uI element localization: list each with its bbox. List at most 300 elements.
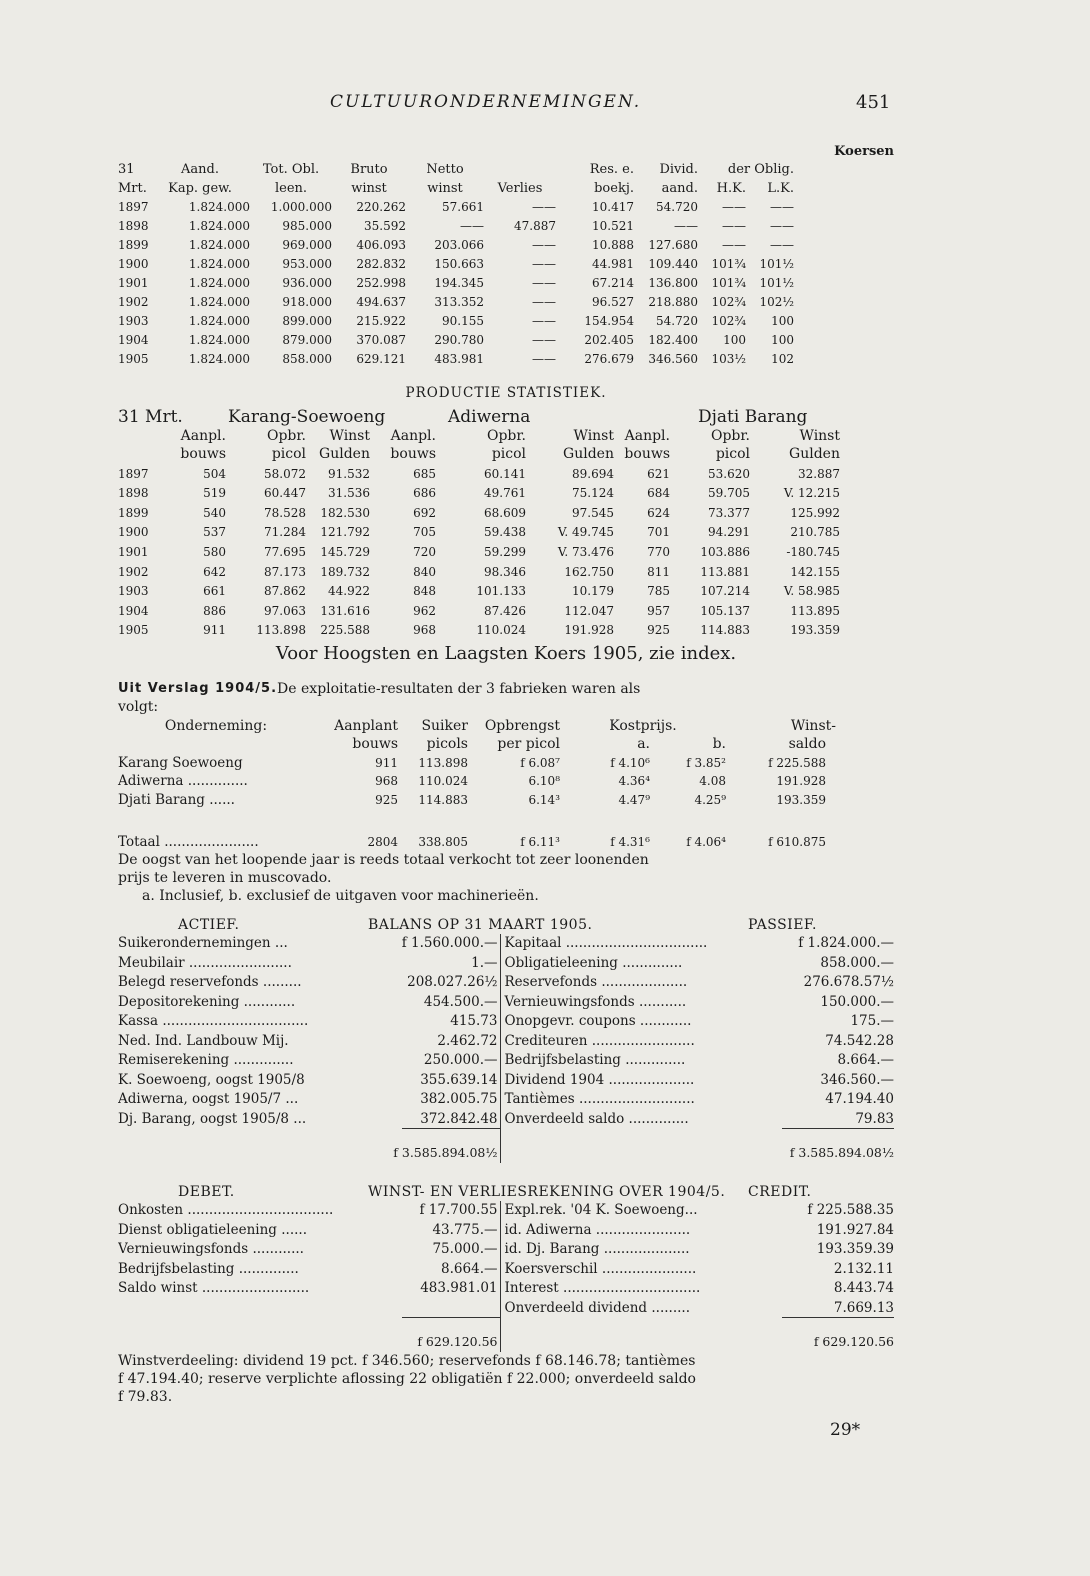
table-cell: 1903 [118, 584, 149, 599]
table-cell: 1902 [118, 564, 149, 579]
column-header: picol [271, 446, 306, 462]
table-cell: 102½ [759, 294, 794, 309]
ledger-label: id. Adiwerna ...................... [504, 1221, 691, 1238]
header-row-2 [118, 735, 894, 754]
table-cell: 1.824.000 [188, 219, 250, 234]
table-cell: V. 58.985 [783, 584, 840, 599]
table-row [118, 292, 894, 311]
column-header: b. [712, 736, 726, 752]
table-row [118, 790, 894, 809]
table-cell: 1904 [118, 332, 149, 347]
ledger-row [118, 1071, 894, 1091]
total-cell: Totaal ...................... [118, 834, 259, 850]
column-header: Mrt. [118, 180, 147, 196]
table-cell: 10.417 [592, 200, 634, 215]
column-header: 31 [118, 162, 135, 177]
ledger-left [118, 1260, 501, 1280]
table-cell: —— [770, 219, 794, 234]
column-header: Aand. [181, 162, 219, 177]
ledger-amount: f 1.824.000.— [798, 935, 894, 951]
column-header: Aanpl. [624, 427, 670, 444]
column-header: Tot. Obl. [262, 162, 320, 177]
ledger-label [501, 1332, 765, 1352]
ledger-amount: 193.359.39 [816, 1241, 894, 1257]
table-cell: 210.785 [790, 525, 840, 540]
table-cell: 220.262 [356, 200, 406, 215]
table-cell: 1.824.000 [188, 332, 250, 347]
table-cell: 661 [203, 584, 226, 599]
table-cell: 540 [203, 505, 226, 520]
table-cell: 94.291 [708, 525, 750, 540]
column-header: Netto [426, 162, 464, 177]
table-cell: 1898 [118, 486, 149, 501]
table-cell: f 225.588 [768, 755, 826, 770]
ledger-row [118, 1240, 894, 1260]
ledger-row [118, 993, 894, 1013]
ledger-right [501, 1129, 895, 1143]
table-cell: 968 [413, 623, 436, 638]
page-number: 451 [856, 92, 891, 113]
table-cell: 162.750 [564, 564, 614, 579]
ledger-left [118, 1201, 501, 1221]
table-cell: 100 [723, 332, 746, 347]
ledger-row [118, 1201, 894, 1221]
ledger-label [118, 1299, 402, 1319]
column-header: Kostprijs. [609, 717, 677, 734]
table-cell: 1900 [118, 525, 149, 540]
table-cell: 642 [203, 564, 226, 579]
column-header: 31 Mrt. [118, 407, 183, 427]
ledger-right [501, 1332, 895, 1352]
ledger-amount: f 225.588.35 [807, 1202, 894, 1218]
ledger-left [118, 993, 501, 1013]
column-header: H.K. [716, 180, 746, 196]
ledger-left [118, 1012, 501, 1032]
ledger-header-title: WINST- EN VERLIESREKENING OVER 1904/5. [368, 1184, 726, 1200]
table-cell: 953.000 [282, 257, 332, 272]
table-cell: 59.705 [708, 486, 750, 501]
table-cell: 969.000 [282, 238, 332, 253]
ledger-right [501, 1110, 895, 1130]
ledger-total-row [118, 1143, 894, 1163]
table-row [118, 502, 894, 522]
table-cell: 110.024 [418, 774, 468, 788]
ledger-right [501, 954, 895, 974]
table-cell: 87.862 [264, 584, 306, 599]
table-cell: 684 [647, 486, 670, 501]
table-cell: 194.345 [434, 275, 484, 290]
report-paragraph: De oogst van het loopende jaar is reeds totaal verkocht tot zeer loonenden [118, 852, 649, 868]
table-cell: 886 [203, 603, 226, 618]
ledger-row [118, 954, 894, 974]
table-row [118, 330, 894, 349]
table-cell: 32.887 [798, 466, 840, 481]
ledger-label: Belegd reservefonds ......... [118, 974, 302, 990]
table-cell: 58.072 [264, 466, 306, 481]
ledger-label: Reservefonds .................... [504, 974, 688, 990]
ledger-right [501, 1279, 895, 1299]
header-title: CULTUURONDERNEMINGEN. [330, 92, 642, 112]
table-cell: 131.616 [320, 603, 370, 618]
table-cell: Adiwerna .............. [118, 773, 248, 789]
balance-sheet [118, 914, 894, 1163]
table-cell: 313.352 [434, 294, 484, 309]
table-cell: 101.133 [476, 584, 526, 599]
table-cell: —— [532, 275, 556, 290]
table-cell: 60.141 [484, 466, 526, 481]
section-title: PRODUCTIE STATISTIEK. [405, 385, 607, 401]
table-cell: —— [770, 200, 794, 215]
signature-mark: 29* [830, 1420, 861, 1440]
ledger-left [118, 1221, 501, 1241]
table-cell: 150.663 [434, 257, 484, 272]
table-cell: 101½ [759, 257, 794, 272]
table-row [118, 235, 894, 254]
table-cell: 78.528 [264, 505, 306, 520]
table-cell: 346.560 [648, 351, 698, 366]
ledger-amount: 1.— [471, 954, 498, 971]
ledger-right [501, 1090, 895, 1110]
ledger-left [118, 1051, 501, 1071]
ledger-header-right: PASSIEF. [748, 917, 817, 933]
column-header: per picol [497, 736, 560, 752]
ledger-left [118, 1090, 501, 1110]
ledger-label: Obligatieleening .............. [504, 954, 683, 971]
table-cell: 91.532 [328, 466, 370, 481]
column-header: Opbrengst [484, 717, 560, 734]
table-cell: 53.620 [708, 466, 750, 481]
ledger-amount [402, 1299, 500, 1319]
table-cell: 911 [203, 623, 226, 638]
ledger-left [118, 1071, 501, 1091]
table-cell: 57.661 [442, 200, 484, 215]
financial-table [118, 142, 894, 368]
ledger-right [501, 1051, 895, 1071]
column-header: Aanpl. [180, 427, 226, 444]
ledger-label: Adiwerna, oogst 1905/7 ... [118, 1091, 299, 1107]
table-row [118, 772, 894, 791]
table-cell: 1.824.000 [188, 294, 250, 309]
ledger-right [501, 1032, 895, 1052]
ledger-right [501, 934, 895, 954]
column-header: picol [715, 446, 750, 462]
ledger-left [118, 973, 501, 993]
table-cell: f 6.08⁷ [520, 755, 560, 770]
report-lead [118, 680, 894, 698]
table-cell: 4.08 [699, 774, 726, 788]
ledger-label: Suikerondernemingen ... [118, 935, 288, 951]
table-cell: 125.992 [790, 505, 840, 520]
header-row-2 [118, 445, 894, 464]
table-row [118, 561, 894, 581]
column-header: Onderneming: [164, 717, 268, 734]
table-cell: 87.173 [264, 564, 306, 579]
ledger-right [501, 973, 895, 993]
ledger-amount: 7.669.13 [782, 1299, 894, 1319]
table-cell: 10.888 [592, 238, 634, 253]
table-cell: 911 [375, 755, 398, 770]
ledger-right [501, 1221, 895, 1241]
table-cell: 54.720 [656, 313, 698, 328]
table-cell: 840 [413, 564, 436, 579]
table-cell: 10.521 [592, 219, 634, 234]
table-cell: 189.732 [320, 564, 370, 579]
table-cell: —— [532, 257, 556, 272]
column-header: Gulden [789, 446, 840, 462]
table-cell: —— [722, 200, 746, 215]
table-cell: 191.928 [564, 623, 614, 638]
ledger-left [118, 1299, 501, 1319]
column-header: winst [427, 180, 463, 196]
column-header: Winst [329, 427, 370, 444]
table-cell: 193.359 [790, 623, 840, 638]
table-cell: 406.093 [356, 238, 406, 253]
table-cell: 60.447 [264, 486, 306, 501]
table-cell: 218.880 [648, 294, 698, 309]
table-cell: —— [532, 200, 556, 215]
table-cell: 102¾ [711, 313, 746, 328]
column-header: bouws [390, 446, 436, 462]
ledger-label: Onverdeeld dividend ......... [504, 1299, 690, 1316]
table-cell: f 3.85² [686, 755, 726, 770]
column-header: Gulden [563, 446, 614, 462]
table-cell: 182.400 [648, 332, 698, 347]
table-cell: 685 [413, 466, 436, 481]
table-cell: 44.981 [592, 257, 634, 272]
ledger-left [118, 1143, 501, 1163]
ledger-label: Expl.rek. '04 K. Soewoeng... [504, 1202, 698, 1218]
ledger-left [118, 1332, 501, 1352]
table-cell: 154.954 [584, 313, 634, 328]
table-cell: —— [460, 219, 484, 234]
total-cell: f 4.06⁴ [686, 835, 726, 849]
table-cell: 1904 [118, 603, 149, 618]
ledger-amount: 483.981.01 [420, 1280, 498, 1296]
table-row [118, 483, 894, 503]
table-cell: 59.438 [484, 525, 526, 540]
ledger-amount: 43.775.— [432, 1221, 498, 1238]
ledger-right [501, 1201, 895, 1221]
table-cell: 191.928 [776, 774, 826, 788]
table-cell: 215.922 [356, 313, 406, 328]
column-header: boekj. [594, 180, 634, 196]
column-header: a. [637, 736, 650, 752]
column-header: Winst [799, 427, 840, 444]
ledger-right [501, 1318, 895, 1332]
table-cell: 686 [413, 486, 436, 501]
koersen-heading [118, 142, 894, 161]
ledger-label: Ned. Ind. Landbouw Mij. [118, 1032, 289, 1049]
ledger-amount: 75.000.— [432, 1241, 498, 1257]
ledger-left [118, 1240, 501, 1260]
ledger-label: Dienst obligatieleening ...... [118, 1221, 307, 1238]
table-cell: 1901 [118, 544, 149, 559]
table-cell: 110.024 [476, 623, 526, 638]
table-cell: 580 [203, 544, 226, 559]
column-header: bouws [352, 736, 398, 752]
table-cell: 848 [413, 584, 436, 599]
ledger-label [118, 1143, 378, 1163]
table-cell: —— [770, 238, 794, 253]
ledger-left [118, 934, 501, 954]
table-cell: 71.284 [264, 525, 306, 540]
table-cell: 182.530 [320, 505, 370, 520]
column-header: Gulden [319, 446, 370, 462]
column-header: L.K. [767, 180, 794, 196]
table-cell: 1.824.000 [188, 200, 250, 215]
table-cell: V. 73.476 [557, 544, 614, 559]
ledger-right [501, 1240, 895, 1260]
ledger-label: Vernieuwingsfonds ........... [504, 993, 687, 1010]
table-cell: 494.637 [356, 294, 406, 309]
ledger-label: Tantièmes ........................... [504, 1091, 695, 1107]
table-cell: 121.792 [320, 525, 370, 540]
table-cell: 925 [647, 623, 670, 638]
table-cell: 90.155 [442, 313, 484, 328]
ledger-label: Meubilair ........................ [118, 954, 292, 971]
report-lead-cont: volgt: [118, 699, 159, 715]
column-header: saldo [788, 736, 826, 752]
table-cell: —— [532, 313, 556, 328]
table-cell: 89.694 [572, 466, 614, 481]
table-cell: 1.824.000 [188, 275, 250, 290]
totals-row [118, 833, 894, 852]
table-cell: 1898 [118, 219, 149, 234]
ledger-label: Koersverschil ...................... [504, 1260, 697, 1277]
table-cell: 621 [647, 466, 670, 481]
ledger-header-right: CREDIT. [748, 1184, 812, 1200]
ledger-total-right: f 3.585.894.08½ [789, 1145, 894, 1160]
table-cell: 811 [647, 564, 670, 579]
table-cell: 114.883 [700, 623, 750, 638]
column-header: Suiker [421, 717, 468, 734]
table-cell: 109.440 [648, 257, 698, 272]
ledger-amount: 346.560.— [820, 1071, 894, 1088]
table-cell: 282.832 [356, 257, 406, 272]
ledger-label: K. Soewoeng, oogst 1905/8 [118, 1071, 305, 1088]
column-header: Aanpl. [390, 427, 436, 444]
ledger-amount: 858.000.— [820, 954, 894, 971]
table-cell: 6.14³ [528, 792, 560, 807]
table-cell: 370.087 [356, 332, 406, 347]
column-header: Divid. [659, 162, 698, 177]
ledger-amount: 8.443.74 [833, 1280, 894, 1296]
ledger-header [118, 1181, 894, 1201]
ledger-header-left: ACTIEF. [178, 917, 240, 933]
table-cell: 100 [771, 313, 794, 328]
total-cell: f 610.875 [768, 835, 826, 849]
ledger-amount: 372.842.48 [402, 1110, 500, 1130]
table-cell: 1.824.000 [188, 238, 250, 253]
ledger-row [118, 1221, 894, 1241]
table-cell: Djati Barang ...... [118, 791, 235, 808]
ledger-left [118, 1129, 501, 1143]
total-cell: f 6.11³ [520, 835, 560, 849]
table-cell: 101½ [759, 275, 794, 290]
table-cell: 31.536 [328, 486, 370, 501]
ledger-label: Remiserekening .............. [118, 1052, 294, 1068]
report-section [118, 680, 894, 905]
ledger-row [118, 1260, 894, 1280]
ledger-paragraph: Winstverdeeling: dividend 19 pct. f 346.560; reservefonds f 68.146.78; tantièmes [118, 1352, 696, 1369]
table-row [118, 311, 894, 330]
table-cell: 858.000 [282, 351, 332, 366]
group-header: Djati Barang [698, 407, 808, 427]
ledger-amount: 175.— [850, 1013, 894, 1029]
table-cell: -180.745 [786, 544, 840, 559]
table-cell: 145.729 [320, 544, 370, 559]
table-cell: 114.883 [418, 792, 468, 807]
ledger-spacer [118, 1129, 894, 1143]
ledger-total-left: f 629.120.56 [417, 1334, 498, 1349]
column-header: Winst [573, 427, 614, 444]
column-header: Opbr. [266, 427, 306, 444]
table-cell: 113.895 [790, 603, 840, 618]
report-lead-text: De exploitatie-resultaten der 3 fabrieken waren als [277, 681, 641, 697]
column-header: Opbr. [486, 427, 526, 444]
table-row [118, 581, 894, 601]
table-cell: 142.155 [790, 564, 840, 579]
table-cell: 701 [647, 525, 670, 540]
table-cell: 113.898 [256, 623, 306, 638]
ledger-row [118, 1110, 894, 1130]
total-cell: 338.805 [418, 835, 468, 849]
table-cell: —— [532, 294, 556, 309]
table-cell: 705 [413, 525, 436, 540]
ledger-row [118, 1051, 894, 1071]
table-cell: 985.000 [282, 219, 332, 234]
table-cell: 925 [375, 792, 398, 807]
table-row [118, 349, 894, 368]
table-cell: 193.359 [776, 792, 826, 807]
table-cell: 87.426 [484, 603, 526, 618]
table-cell: 105.137 [700, 603, 750, 618]
table-cell: —— [722, 219, 746, 234]
table-row [118, 600, 894, 620]
table-cell: —— [532, 351, 556, 366]
table-row [118, 216, 894, 235]
ledger-total-right: f 629.120.56 [813, 1334, 894, 1349]
table-cell: 59.299 [484, 544, 526, 559]
table-cell: 4.25⁹ [694, 792, 726, 807]
profit-loss-account [118, 1181, 894, 1406]
total-cell: f 4.31⁶ [610, 835, 650, 849]
ledger-right [501, 993, 895, 1013]
total-cell: 2804 [367, 835, 398, 849]
totals-rule [118, 809, 894, 833]
ledger-paragraph: f 79.83. [118, 1388, 173, 1405]
group-header-row [118, 402, 894, 426]
ledger-amount: 250.000.— [423, 1052, 498, 1068]
table-cell: 49.761 [484, 486, 526, 501]
ledger-amount: 8.664.— [837, 1052, 894, 1068]
table-cell: 537 [203, 525, 226, 540]
column-header: winst [351, 180, 387, 196]
table-cell: 276.679 [584, 351, 634, 366]
table-cell: 97.545 [572, 505, 614, 520]
table-cell: 101¾ [711, 257, 746, 272]
ledger-amount: 79.83 [782, 1110, 894, 1130]
column-header: aand. [661, 180, 698, 196]
ledger-paragraph: f 47.194.40; reserve verplichte aflossing 22 obligatiën f 22.000; onverdeeld saldo [118, 1370, 696, 1387]
table-cell: 4.47⁹ [618, 792, 650, 807]
ledger-label: id. Dj. Barang .................... [504, 1241, 690, 1257]
table-row [118, 522, 894, 542]
table-cell: 1897 [118, 466, 149, 481]
table-cell: 504 [203, 466, 226, 481]
table-cell: 97.063 [264, 603, 306, 618]
report-lead-bold: Uit Verslag 1904/5. [118, 681, 278, 696]
